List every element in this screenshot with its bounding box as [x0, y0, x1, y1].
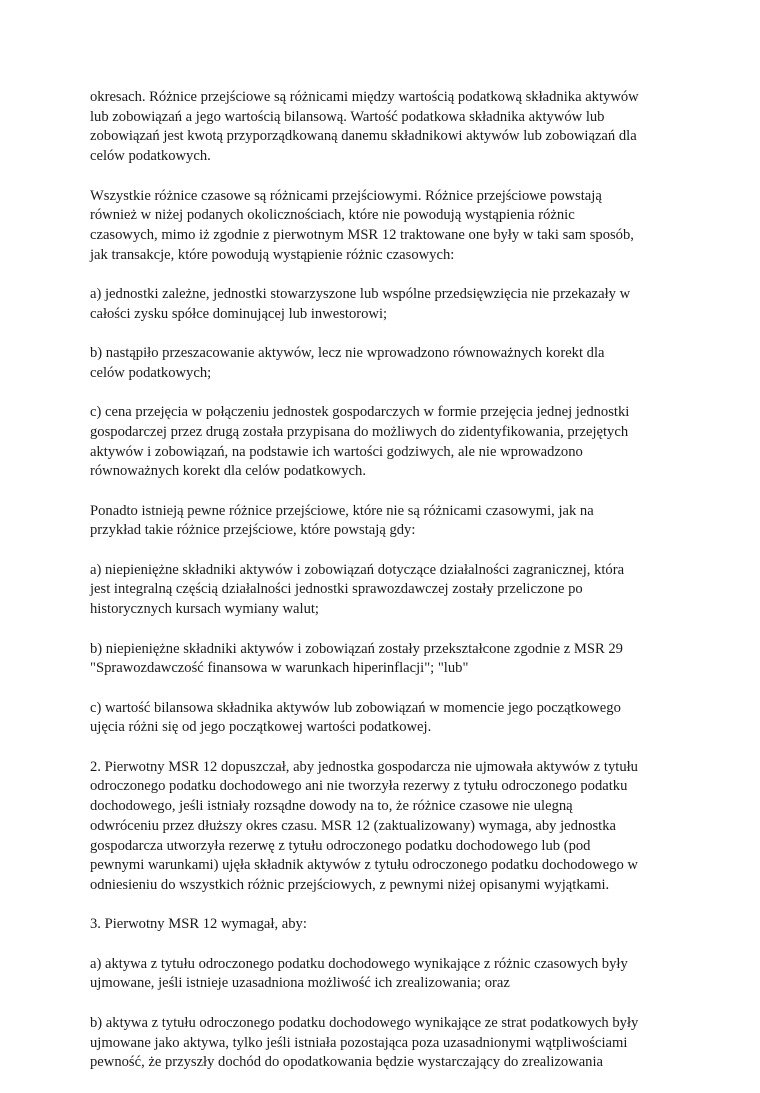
text-line: gospodarczej przez drugą została przypisana do możliwych do zidentyfikowania, przejętych — [90, 423, 629, 440]
paragraph-8 — [90, 640, 680, 679]
text-line: pewność, że przyszły dochód do opodatkowania będzie wystarczający do zrealizowania — [90, 1054, 603, 1071]
text-line: odniesieniu do wszystkich różnic przejściowych, z pewnymi niżej opisanymi wyjątkami. — [90, 876, 610, 893]
text-line: celów podatkowych. — [90, 148, 211, 165]
paragraph-12 — [90, 955, 680, 994]
text-line: b) niepieniężne składniki aktywów i zobowiązań zostały przekształcone zgodnie z MSR 29 — [90, 640, 623, 657]
paragraph-6 — [90, 502, 680, 541]
text-line: a) aktywa z tytułu odroczonego podatku dochodowego wynikające z różnic czasowych były — [90, 955, 628, 972]
text-line: b) aktywa z tytułu odroczonego podatku dochodowego wynikające ze strat podatkowych były — [90, 1014, 639, 1031]
text-line: b) nastąpiło przeszacowanie aktywów, lecz nie wprowadzono równoważnych korekt dla — [90, 345, 605, 362]
text-line: odwróceniu przez dłuższy okres czasu. MSR 12 (zaktualizowany) wymaga, aby jednostka — [90, 817, 617, 834]
text-line: ujmowane, jeśli istnieje uzasadniona możliwość ich zrealizowania; oraz — [90, 975, 510, 992]
paragraph-10 — [90, 758, 680, 896]
text-line: okresach. Różnice przejściowe są różnicami między wartością podatkową składnika aktywów — [90, 89, 639, 105]
text-line: Ponadto istnieją pewne różnice przejściowe, które nie są różnicami czasowymi, jak na — [90, 502, 594, 519]
text-line: 2. Pierwotny MSR 12 dopuszczał, aby jednostka gospodarcza nie ujmowała aktywów z tytułu — [90, 758, 638, 775]
paragraph-3 — [90, 285, 680, 324]
text-line: a) jednostki zależne, jednostki stowarzyszone lub wspólne przedsięwzięcia nie przekazały w — [90, 286, 631, 302]
text-line: odroczonego podatku dochodowego ani nie tworzyła rezerwy z tytułu odroczonego podatku — [90, 778, 628, 795]
paragraph-5 — [90, 403, 680, 482]
paragraph-7 — [90, 561, 680, 620]
text-line: c) wartość bilansowa składnika aktywów lub zobowiązań w momencie jego początkowego — [90, 699, 621, 716]
text-line: równoważnych korekt dla celów podatkowych. — [90, 463, 366, 480]
text-line: przykład takie różnice przejściowe, które powstają gdy: — [90, 522, 416, 539]
text-line: lub zobowiązań a jego wartością bilansową. Wartość podatkowa składnika aktywów lub — [90, 108, 605, 125]
text-line: historycznych kursach wymiany walut; — [90, 601, 319, 618]
text-line: pewnymi warunkami) ujęła składnik aktywów z tytułu odroczonego podatku dochodowego w — [90, 857, 638, 874]
paragraph-13 — [90, 1014, 680, 1073]
text-line: czasowych, mimo iż zgodnie z pierwotnym MSR 12 traktowane one były w taki sam sposób, — [90, 226, 634, 243]
text-line: 3. Pierwotny MSR 12 wymagał, aby: — [90, 916, 307, 933]
text-line: całości zysku spółce dominującej lub inwestorowi; — [90, 305, 388, 322]
text-line: ujmowane jako aktywa, tylko jeśli istniała pozostająca poza uzasadnionymi wątpliwościami — [90, 1034, 628, 1051]
text-line: c) cena przejęcia w połączeniu jednostek gospodarczych w formie przejęcia jednej jednostki — [90, 404, 630, 421]
text-line: ujęcia różni się od jego początkowej wartości podatkowej. — [90, 719, 432, 736]
text-line: gospodarcza utworzyła rezerwę z tytułu odroczonego podatku dochodowego lub (pod — [90, 837, 591, 854]
paragraph-4 — [90, 344, 680, 383]
text-line: celów podatkowych; — [90, 364, 212, 381]
paragraph-11 — [90, 915, 680, 935]
text-line: zobowiązań jest kwotą przyporządkowaną danemu składnikowi aktywów lub zobowiązań dla — [90, 128, 637, 145]
paragraph-1 — [90, 88, 680, 167]
text-line: "Sprawozdawczość finansowa w warunkach hiperinflacji"; "lub" — [90, 660, 469, 677]
text-line: a) niepieniężne składniki aktywów i zobowiązań dotyczące działalności zagranicznej, która — [90, 561, 625, 578]
text-line: dochodowego, jeśli istniały rozsądne dowody na to, że różnice czasowe nie ulegną — [90, 798, 573, 815]
paragraph-9 — [90, 699, 680, 738]
text-line: jest integralną częścią działalności jednostki sprawozdawczej zostały przeliczone po — [90, 581, 583, 598]
text-line: aktywów i zobowiązań, na podstawie ich wartości godziwych, ale nie wprowadzono — [90, 443, 583, 460]
document-page — [90, 88, 680, 1093]
text-line: Wszystkie różnice czasowe są różnicami przejściowymi. Różnice przejściowe powstają — [90, 187, 602, 204]
text-line: jak transakcje, które powodują wystąpienie różnic czasowych: — [90, 246, 455, 263]
text-line: również w niżej podanych okolicznościach, które nie powodują wystąpienia różnic — [90, 207, 575, 224]
paragraph-2 — [90, 187, 680, 266]
